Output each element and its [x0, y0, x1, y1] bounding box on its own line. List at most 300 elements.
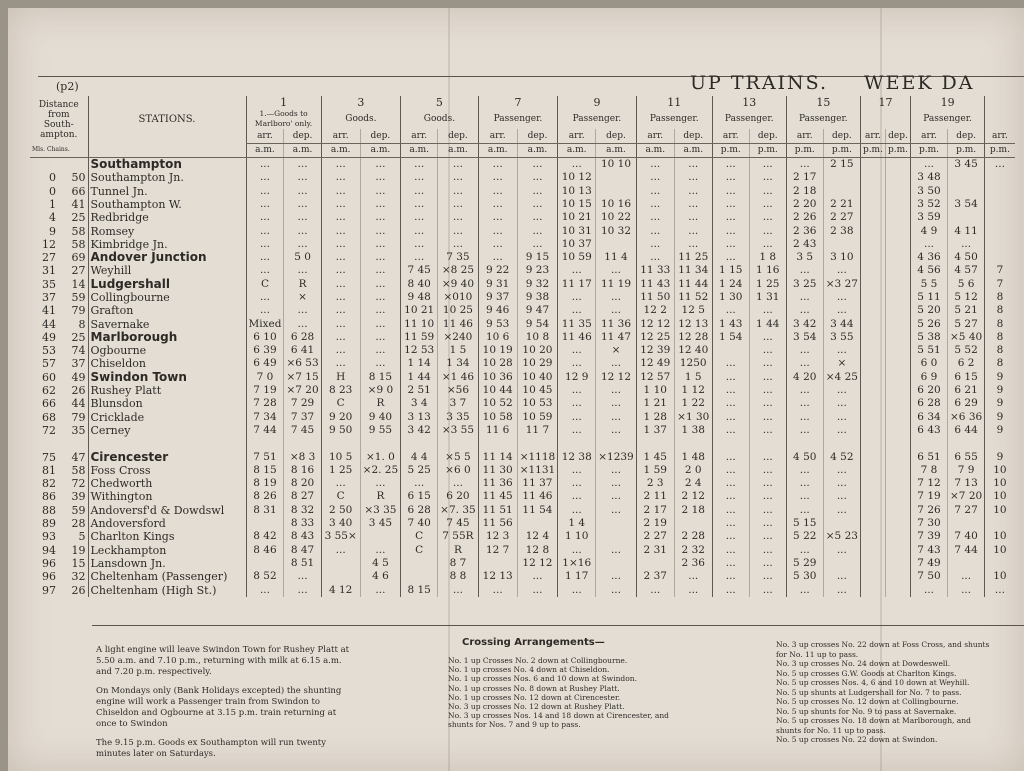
table-row	[30, 557, 1015, 570]
time-cell: R	[360, 397, 401, 410]
crossing-item: for No. 11 up to pass.	[776, 649, 859, 659]
time-cell: 5 29	[786, 557, 823, 570]
time-cell: ...	[401, 224, 438, 237]
time-cell: 10	[985, 490, 1015, 503]
distance-chains: 41	[71, 197, 86, 211]
arr-header: arr.	[558, 129, 596, 143]
distance-chains: 28	[71, 517, 86, 531]
time-cell: 10	[985, 530, 1015, 543]
time-cell: 7 44	[948, 544, 985, 557]
time-cell	[985, 198, 1015, 211]
time-cell: 12 2	[636, 304, 674, 317]
distance-header-line: ampton.	[40, 129, 78, 140]
time-cell: 12 28	[674, 331, 712, 344]
time-cell: 1 45	[636, 450, 674, 463]
time-cell: 12 12	[517, 557, 558, 570]
time-cell: ...	[712, 184, 749, 197]
time-cell	[860, 357, 885, 370]
time-cell	[885, 583, 910, 596]
time-period: p.m.	[911, 143, 948, 157]
dep-header: dep.	[885, 129, 910, 143]
time-cell: ...	[786, 384, 823, 397]
stations-header-spacer	[88, 143, 246, 157]
time-cell: ×3 55	[438, 424, 479, 437]
time-cell: ...	[712, 357, 749, 370]
distance-chains: 8	[78, 317, 86, 331]
time-cell: ...	[712, 198, 749, 211]
station-name: Cerney	[88, 424, 246, 437]
time-cell: 7 55R	[438, 530, 479, 543]
table-row	[30, 224, 1015, 237]
time-cell	[860, 477, 885, 490]
time-cell: ...	[401, 477, 438, 490]
table-row	[30, 437, 1015, 450]
time-cell: 1 54	[712, 331, 749, 344]
time-cell: ...	[360, 171, 401, 184]
station-name: Andoversford	[88, 517, 246, 530]
time-cell: ...	[948, 583, 985, 596]
table-row	[30, 317, 1015, 330]
time-cell	[885, 411, 910, 424]
time-cell: 1250	[674, 357, 712, 370]
time-cell: 3 55	[823, 331, 860, 344]
time-cell: 7 30	[911, 517, 948, 530]
time-cell: ...	[636, 238, 674, 251]
time-cell: 5 22	[786, 530, 823, 543]
time-cell: 8 16	[284, 464, 321, 477]
time-cell: ...	[478, 238, 517, 251]
time-cell: 7 44	[246, 424, 284, 437]
time-cell: 10	[985, 477, 1015, 490]
table-row	[30, 357, 1015, 370]
table-row	[30, 291, 1015, 304]
time-cell	[360, 530, 401, 543]
crossing-list	[448, 656, 669, 730]
time-cell: ×1 30	[674, 411, 712, 424]
time-cell: ×6 0	[438, 464, 479, 477]
time-cell: 7 45	[438, 517, 479, 530]
time-cell: ...	[321, 331, 360, 344]
time-cell: 2 18	[674, 504, 712, 517]
time-cell: ×1118	[517, 450, 558, 463]
train-number: 15	[786, 96, 860, 109]
distance-miles: 94	[42, 543, 56, 557]
time-cell: ...	[596, 304, 637, 317]
arr-header: arr.	[636, 129, 674, 143]
time-cell	[860, 224, 885, 237]
note: The 9.15 p.m. Goods ex Southampton will run twenty minutes later on Saturdays.	[96, 738, 327, 759]
time-cell	[860, 557, 885, 570]
time-cell	[674, 517, 712, 530]
time-period: p.m.	[948, 143, 985, 157]
time-cell: ...	[712, 517, 749, 530]
time-cell: ...	[749, 371, 786, 384]
time-cell: 6 44	[948, 424, 985, 437]
arr-header: arr.	[786, 129, 823, 143]
time-cell: ...	[517, 184, 558, 197]
time-cell	[911, 437, 948, 450]
time-cell: ...	[360, 211, 401, 224]
time-cell: ...	[948, 570, 985, 583]
crossing-item: No. 1 up crosses No. 4 down at Chiseldon.	[448, 665, 610, 675]
time-cell: ...	[321, 264, 360, 277]
distance-chains: 14	[71, 277, 86, 291]
time-cell: 1 16	[749, 264, 786, 277]
time-cell	[823, 184, 860, 197]
station-name: Chedworth	[88, 477, 246, 490]
time-cell: ...	[636, 251, 674, 264]
time-cell: 11 46	[438, 317, 479, 330]
distance-chains: 50	[71, 171, 86, 185]
time-cell: ...	[558, 583, 596, 596]
am-pm-row	[30, 143, 1015, 157]
time-cell: 11 44	[674, 278, 712, 291]
time-cell: 7 8	[911, 464, 948, 477]
time-period: p.m.	[712, 143, 749, 157]
title-week-days: WEEK DA	[864, 72, 975, 94]
station-name: Ludgershall	[88, 278, 246, 291]
train-kind: Passenger.	[478, 109, 558, 129]
time-cell: 3 13	[401, 411, 438, 424]
time-cell: 11 19	[596, 278, 637, 291]
time-cell: R	[360, 490, 401, 503]
time-cell	[712, 344, 749, 357]
distance-miles: 97	[42, 583, 56, 597]
time-cell: ...	[911, 238, 948, 251]
time-cell: 6 20	[911, 384, 948, 397]
time-cell: 1 5	[674, 371, 712, 384]
time-cell: ...	[517, 224, 558, 237]
time-cell: ...	[360, 477, 401, 490]
arr-header: arr.	[911, 129, 948, 143]
time-cell: 7 34	[246, 411, 284, 424]
table-row	[30, 264, 1015, 277]
arr-header: arr.	[321, 129, 360, 143]
time-cell: 8 15	[360, 371, 401, 384]
time-cell: 6 9	[911, 371, 948, 384]
time-cell	[885, 331, 910, 344]
time-cell: 7 51	[246, 450, 284, 463]
time-cell: ×7 20	[948, 490, 985, 503]
time-cell: ...	[749, 224, 786, 237]
time-cell: 2 17	[636, 504, 674, 517]
time-cell: ...	[823, 504, 860, 517]
time-cell: ...	[786, 264, 823, 277]
distance-chains: 49	[71, 370, 86, 384]
time-cell: 12 4	[517, 530, 558, 543]
time-cell: 6 28	[401, 504, 438, 517]
station-name: Leckhampton	[88, 544, 246, 557]
time-cell: ...	[712, 411, 749, 424]
time-cell	[860, 450, 885, 463]
time-cell	[596, 238, 637, 251]
distance-header-line: South-	[43, 119, 74, 130]
time-cell: 1 8	[749, 251, 786, 264]
time-cell: ...	[284, 157, 321, 171]
time-cell: ×7 15	[284, 371, 321, 384]
time-cell: 1 12	[674, 384, 712, 397]
time-cell: ...	[749, 490, 786, 503]
time-cell: ...	[360, 357, 401, 370]
time-cell: 11 17	[558, 278, 596, 291]
time-cell: ...	[786, 397, 823, 410]
time-cell: ...	[712, 570, 749, 583]
distance-miles: 0	[49, 171, 56, 185]
time-period: p.m.	[985, 143, 1015, 157]
page-label: (p2)	[56, 80, 79, 93]
time-cell: 10 59	[517, 411, 558, 424]
time-cell	[478, 437, 517, 450]
time-cell: 11 25	[674, 251, 712, 264]
time-cell: ...	[712, 224, 749, 237]
time-cell: 8 51	[284, 557, 321, 570]
time-cell: ...	[674, 238, 712, 251]
time-cell: ...	[674, 198, 712, 211]
distance-chains: 72	[71, 477, 86, 491]
time-cell: 12 25	[636, 331, 674, 344]
time-cell: 2 21	[823, 198, 860, 211]
dep-header: dep.	[674, 129, 712, 143]
time-cell	[985, 557, 1015, 570]
distance-miles: 31	[42, 264, 56, 278]
time-cell: 11 35	[558, 317, 596, 330]
time-cell	[860, 304, 885, 317]
time-cell: 5 25	[401, 464, 438, 477]
time-cell: 3 42	[786, 317, 823, 330]
time-cell: 6 43	[911, 424, 948, 437]
time-cell: 2 0	[674, 464, 712, 477]
time-cell: ...	[284, 198, 321, 211]
time-cell: ×1239	[596, 450, 637, 463]
distance-miles: 53	[42, 344, 56, 358]
distance-miles: 88	[42, 503, 56, 517]
time-cell: 3 48	[911, 171, 948, 184]
time-cell: 11 51	[478, 504, 517, 517]
time-cell: 7	[985, 278, 1015, 291]
time-cell: ...	[823, 424, 860, 437]
time-cell: 7 45	[284, 424, 321, 437]
time-cell: ...	[438, 224, 479, 237]
time-cell: 1 24	[712, 278, 749, 291]
time-cell: 2 17	[786, 171, 823, 184]
time-cell: 10 22	[596, 211, 637, 224]
time-cell: 3 55×	[321, 530, 360, 543]
time-cell: ...	[360, 238, 401, 251]
time-cell: 7 27	[948, 504, 985, 517]
crossing-item: No. 5 up crosses No. 22 down at Swindon.	[776, 735, 938, 744]
time-cell: 8	[985, 344, 1015, 357]
time-cell: ...	[823, 411, 860, 424]
time-cell: ...	[786, 411, 823, 424]
time-cell: 10 44	[478, 384, 517, 397]
time-cell: 10 29	[517, 357, 558, 370]
time-cell: ...	[246, 238, 284, 251]
train-kind: Passenger.	[636, 109, 712, 129]
time-cell: 1 37	[636, 424, 674, 437]
time-cell: ...	[749, 504, 786, 517]
time-cell: ...	[712, 544, 749, 557]
time-cell: 11 47	[596, 331, 637, 344]
time-period: p.m.	[860, 143, 885, 157]
time-cell: 7 40	[401, 517, 438, 530]
time-cell: 1 10	[558, 530, 596, 543]
time-cell: ...	[712, 384, 749, 397]
time-cell: ...	[321, 238, 360, 251]
time-cell: 8 46	[246, 544, 284, 557]
time-cell: ...	[246, 304, 284, 317]
time-cell: 9 55	[360, 424, 401, 437]
time-cell: 5 5	[911, 278, 948, 291]
distance-miles: 75	[42, 450, 56, 464]
time-cell	[885, 530, 910, 543]
table-row	[30, 344, 1015, 357]
time-cell: 9 37	[478, 291, 517, 304]
time-cell: ×5 23	[823, 530, 860, 543]
time-cell: ...	[438, 211, 479, 224]
table-row	[30, 198, 1015, 211]
time-cell: ...	[558, 544, 596, 557]
table-row	[30, 384, 1015, 397]
time-cell: 3 40	[321, 517, 360, 530]
time-cell: 8 15	[246, 464, 284, 477]
time-cell: 1 4	[558, 517, 596, 530]
distance-chains: 47	[71, 450, 86, 464]
table-row	[30, 304, 1015, 317]
distance-miles: 60	[42, 370, 56, 384]
time-cell: ...	[401, 198, 438, 211]
time-cell: ...	[360, 224, 401, 237]
distance-miles: 27	[42, 251, 56, 265]
dep-header: dep.	[749, 129, 786, 143]
time-cell	[885, 198, 910, 211]
station-name: Romsey	[88, 224, 246, 237]
time-cell: ...	[596, 583, 637, 596]
time-cell	[823, 437, 860, 450]
train-kind: 1.—Goods to Marlboro' only.	[246, 109, 321, 129]
time-cell: ...	[674, 224, 712, 237]
time-cell: ...	[360, 198, 401, 211]
time-cell: 7 40	[948, 530, 985, 543]
train-number: 13	[712, 96, 786, 109]
time-cell: 5 38	[911, 331, 948, 344]
station-name: Cheltenham (Passenger)	[88, 570, 246, 583]
station-name: Redbridge	[88, 211, 246, 224]
time-cell: 9 22	[478, 264, 517, 277]
station-name: Charlton Kings	[88, 530, 246, 543]
train-number: 3	[321, 96, 401, 109]
time-cell: 3 7	[438, 397, 479, 410]
timetable-title	[690, 72, 975, 94]
time-cell	[860, 384, 885, 397]
time-cell	[636, 437, 674, 450]
distance-chains: 66	[71, 184, 86, 198]
time-cell: 10 37	[558, 238, 596, 251]
time-cell	[885, 357, 910, 370]
title-up-trains: UP TRAINS.	[690, 72, 829, 94]
timetable-table	[30, 96, 1015, 597]
time-cell: ...	[749, 157, 786, 171]
time-cell: 2 15	[823, 157, 860, 171]
time-cell: 12 40	[674, 344, 712, 357]
time-cell: 8 32	[284, 504, 321, 517]
time-cell	[712, 437, 749, 450]
time-cell: ...	[401, 184, 438, 197]
time-cell: 9	[985, 450, 1015, 463]
time-cell: ...	[360, 278, 401, 291]
distance-chains: 26	[71, 384, 86, 398]
time-cell	[860, 184, 885, 197]
time-cell: 2 36	[786, 224, 823, 237]
time-period: p.m.	[823, 143, 860, 157]
time-cell: 1 10	[636, 384, 674, 397]
time-cell	[885, 371, 910, 384]
time-cell	[985, 238, 1015, 251]
time-cell: ...	[749, 171, 786, 184]
time-cell: 10 45	[517, 384, 558, 397]
time-cell: 10 15	[558, 198, 596, 211]
time-cell: ...	[596, 477, 637, 490]
table-row	[30, 251, 1015, 264]
time-cell: 10 13	[558, 184, 596, 197]
time-cell: ...	[438, 184, 479, 197]
time-cell: ...	[558, 477, 596, 490]
time-cell: ...	[321, 317, 360, 330]
time-cell: 11 4	[596, 251, 637, 264]
time-cell: ...	[823, 477, 860, 490]
time-cell	[596, 171, 637, 184]
time-cell: 9 15	[517, 251, 558, 264]
time-cell: 10 40	[517, 371, 558, 384]
time-cell: ...	[558, 424, 596, 437]
time-cell: 4 12	[321, 583, 360, 596]
crossing-item: No. 5 up crosses Nos. 4, 6 and 10 down at Weyhill.	[776, 678, 970, 687]
table-row	[30, 544, 1015, 557]
time-cell	[860, 198, 885, 211]
distance-miles: 41	[42, 304, 56, 318]
crossing-item: No. 1 up crosses No. 12 down at Cirencester.	[448, 692, 621, 702]
time-cell: ...	[749, 530, 786, 543]
time-cell	[860, 504, 885, 517]
time-cell: 2 31	[636, 544, 674, 557]
time-cell: ...	[596, 397, 637, 410]
time-cell: 12 13	[674, 317, 712, 330]
time-cell: 1 44	[401, 371, 438, 384]
time-cell: ...	[321, 304, 360, 317]
time-cell: ...	[596, 544, 637, 557]
distance-chains	[58, 437, 88, 450]
time-cell	[860, 171, 885, 184]
time-cell: 11 54	[517, 504, 558, 517]
time-cell	[948, 517, 985, 530]
time-cell: ...	[360, 264, 401, 277]
time-cell	[246, 517, 284, 530]
train-kind	[860, 109, 910, 129]
time-cell: ...	[558, 490, 596, 503]
time-cell	[985, 184, 1015, 197]
time-cell	[885, 184, 910, 197]
time-period: a.m.	[517, 143, 558, 157]
time-cell: ...	[749, 238, 786, 251]
distance-miles: 96	[42, 570, 56, 584]
dep-header: dep.	[517, 129, 558, 143]
time-cell	[786, 437, 823, 450]
time-cell: ...	[712, 171, 749, 184]
time-cell	[885, 570, 910, 583]
train-number: 1	[246, 96, 321, 109]
time-cell: R	[284, 278, 321, 291]
dep-header: dep.	[284, 129, 321, 143]
crossing-item: No. 5 up shunts for No. 9 to pass at Savernake.	[776, 706, 957, 716]
